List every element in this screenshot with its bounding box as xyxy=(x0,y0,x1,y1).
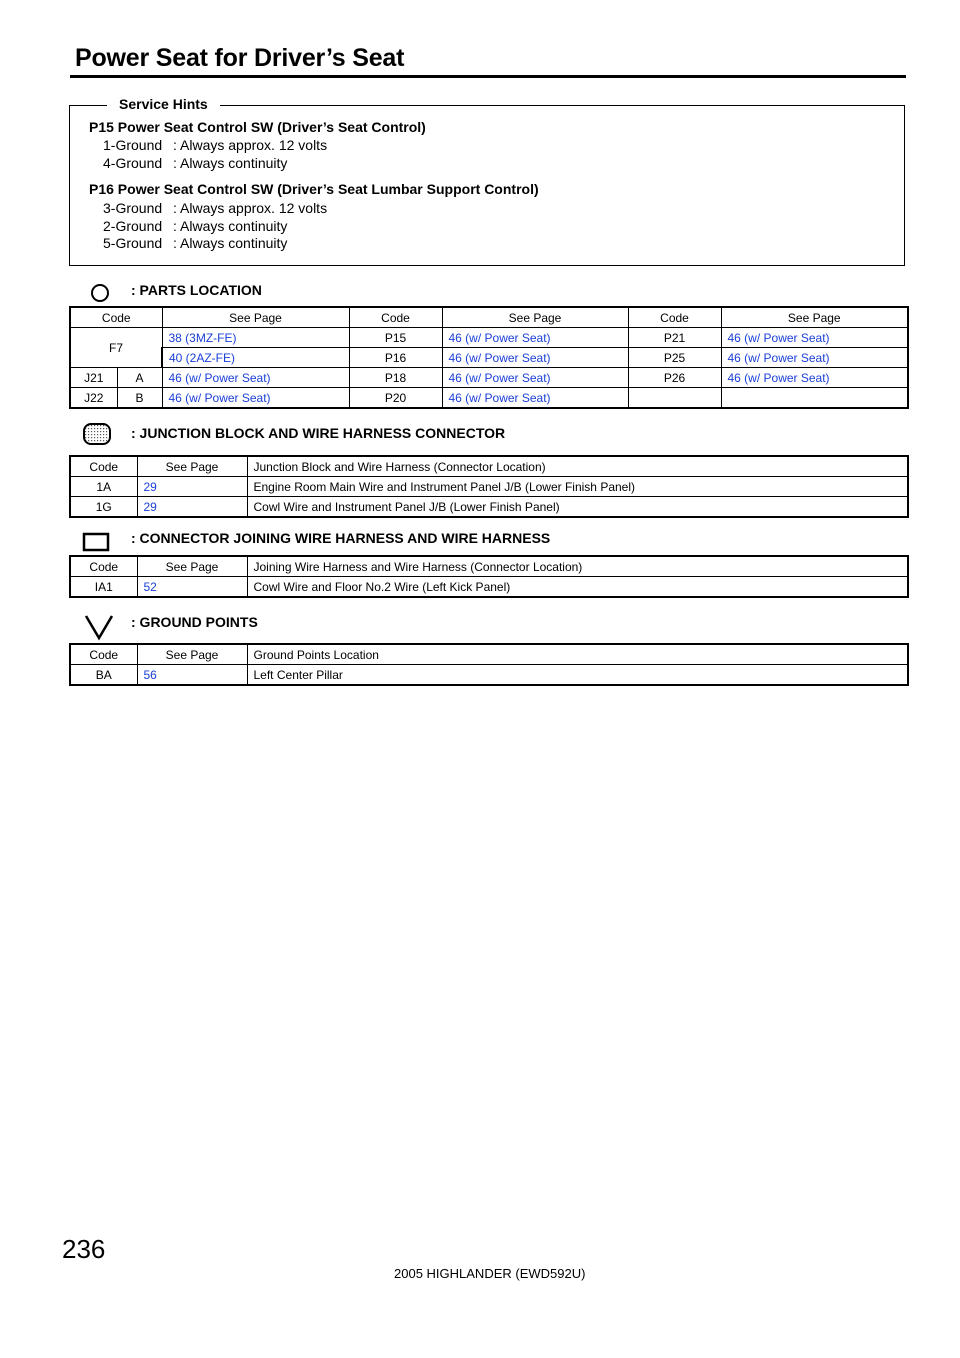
empty-cell xyxy=(721,388,908,409)
page-link[interactable]: 52 xyxy=(137,577,247,598)
code-cell: J22 xyxy=(70,388,117,409)
header-cell: Code xyxy=(70,644,137,665)
page-link[interactable]: 29 xyxy=(137,497,247,518)
header-cell: Ground Points Location xyxy=(247,644,908,665)
empty-cell xyxy=(628,388,721,409)
hint-line xyxy=(103,218,287,234)
location-cell: Engine Room Main Wire and Instrument Panel J/B (Lower Finish Panel) xyxy=(247,477,908,497)
parts-location-heading: : PARTS LOCATION xyxy=(131,282,262,298)
table-row xyxy=(70,665,908,686)
page-link[interactable]: 56 xyxy=(137,665,247,686)
table-row xyxy=(70,577,908,598)
table-row xyxy=(70,348,908,368)
header-cell: Code xyxy=(628,307,721,328)
table-header-row xyxy=(70,556,908,577)
ground-points-table xyxy=(69,643,909,686)
code-cell: P18 xyxy=(349,368,442,388)
hint-desc: : Always continuity xyxy=(173,218,288,234)
header-cell: Code xyxy=(70,307,162,328)
page-link[interactable]: 46 (w/ Power Seat) xyxy=(442,388,628,409)
code-cell: P25 xyxy=(628,348,721,368)
code-cell: J21 xyxy=(70,368,117,388)
code-cell: P16 xyxy=(349,348,442,368)
page-link[interactable]: 46 (w/ Power Seat) xyxy=(721,348,908,368)
title-rule xyxy=(70,75,906,78)
circle-icon xyxy=(89,283,111,303)
table-row xyxy=(70,497,908,518)
page-number: 236 xyxy=(62,1234,106,1264)
rounded-hatched-box-icon xyxy=(82,422,112,446)
code-cell: P15 xyxy=(349,328,442,348)
page-link[interactable]: 46 (w/ Power Seat) xyxy=(162,388,349,409)
page-link[interactable]: 46 (w/ Power Seat) xyxy=(162,368,349,388)
page-link[interactable]: 38 (3MZ-FE) xyxy=(162,328,349,348)
code-cell: BA xyxy=(70,665,137,686)
sub-code-cell: A xyxy=(117,368,162,388)
hint-line xyxy=(103,235,287,251)
header-cell: Code xyxy=(70,556,137,577)
location-cell: Left Center Pillar xyxy=(247,665,908,686)
header-cell: Junction Block and Wire Harness (Connector Location) xyxy=(247,456,908,477)
header-cell: Code xyxy=(70,456,137,477)
code-cell: P26 xyxy=(628,368,721,388)
hint-line xyxy=(103,200,327,216)
hint-group-heading: P15 Power Seat Control SW (Driver’s Seat Control) xyxy=(89,119,426,135)
header-cell: See Page xyxy=(442,307,628,328)
hint-pin: 5-Ground xyxy=(103,235,163,251)
hint-pin: 2-Ground xyxy=(103,218,163,234)
code-cell: F7 xyxy=(70,328,162,368)
code-cell: 1A xyxy=(70,477,137,497)
sub-code-cell: B xyxy=(117,388,162,409)
hint-desc: : Always approx. 12 volts xyxy=(173,200,328,216)
page-link[interactable]: 46 (w/ Power Seat) xyxy=(721,328,908,348)
hint-group-heading: P16 Power Seat Control SW (Driver’s Seat Lumbar Support Control) xyxy=(89,181,539,197)
header-cell: See Page xyxy=(137,556,247,577)
parts-location-table xyxy=(69,306,909,409)
header-cell: Code xyxy=(349,307,442,328)
table-row xyxy=(70,368,908,388)
table-header-row xyxy=(70,456,908,477)
joining-connector-table xyxy=(69,555,909,598)
hint-desc: : Always continuity xyxy=(173,155,288,171)
hint-desc: : Always continuity xyxy=(173,235,288,251)
joining-connector-heading: : CONNECTOR JOINING WIRE HARNESS AND WIRE HARNESS xyxy=(131,530,551,546)
hint-pin: 1-Ground xyxy=(103,137,163,153)
page-link[interactable]: 46 (w/ Power Seat) xyxy=(442,328,628,348)
junction-block-table xyxy=(69,455,909,518)
junction-block-heading: : JUNCTION BLOCK AND WIRE HARNESS CONNECTOR xyxy=(131,425,506,441)
rectangle-icon xyxy=(82,531,110,553)
footer-text: 2005 HIGHLANDER (EWD592U) xyxy=(394,1266,586,1281)
triangle-down-icon xyxy=(84,613,114,641)
page-link[interactable]: 29 xyxy=(137,477,247,497)
header-cell: Joining Wire Harness and Wire Harness (Connector Location) xyxy=(247,556,908,577)
page-link[interactable]: 40 (2AZ-FE) xyxy=(162,348,349,368)
location-cell: Cowl Wire and Instrument Panel J/B (Lower Finish Panel) xyxy=(247,497,908,518)
table-row xyxy=(70,328,908,348)
header-cell: See Page xyxy=(162,307,349,328)
hint-desc: : Always approx. 12 volts xyxy=(173,137,328,153)
header-cell: See Page xyxy=(137,456,247,477)
service-hints-legend: Service Hints xyxy=(107,96,220,112)
page-link[interactable]: 46 (w/ Power Seat) xyxy=(442,348,628,368)
table-header-row xyxy=(70,644,908,665)
table-header-row xyxy=(70,307,908,328)
code-cell: 1G xyxy=(70,497,137,518)
code-cell: IA1 xyxy=(70,577,137,598)
hint-pin: 3-Ground xyxy=(103,200,163,216)
hint-pin: 4-Ground xyxy=(103,155,163,171)
header-cell: See Page xyxy=(137,644,247,665)
ground-points-heading: : GROUND POINTS xyxy=(131,614,258,630)
table-row xyxy=(70,388,908,409)
header-cell: See Page xyxy=(721,307,908,328)
table-row xyxy=(70,477,908,497)
code-cell: P20 xyxy=(349,388,442,409)
hint-line xyxy=(103,137,327,153)
page-title: Power Seat for Driver’s Seat xyxy=(75,44,405,72)
page-link[interactable]: 46 (w/ Power Seat) xyxy=(442,368,628,388)
page-link[interactable]: 46 (w/ Power Seat) xyxy=(721,368,908,388)
hint-line xyxy=(103,155,287,171)
location-cell: Cowl Wire and Floor No.2 Wire (Left Kick Panel) xyxy=(247,577,908,598)
code-cell: P21 xyxy=(628,328,721,348)
